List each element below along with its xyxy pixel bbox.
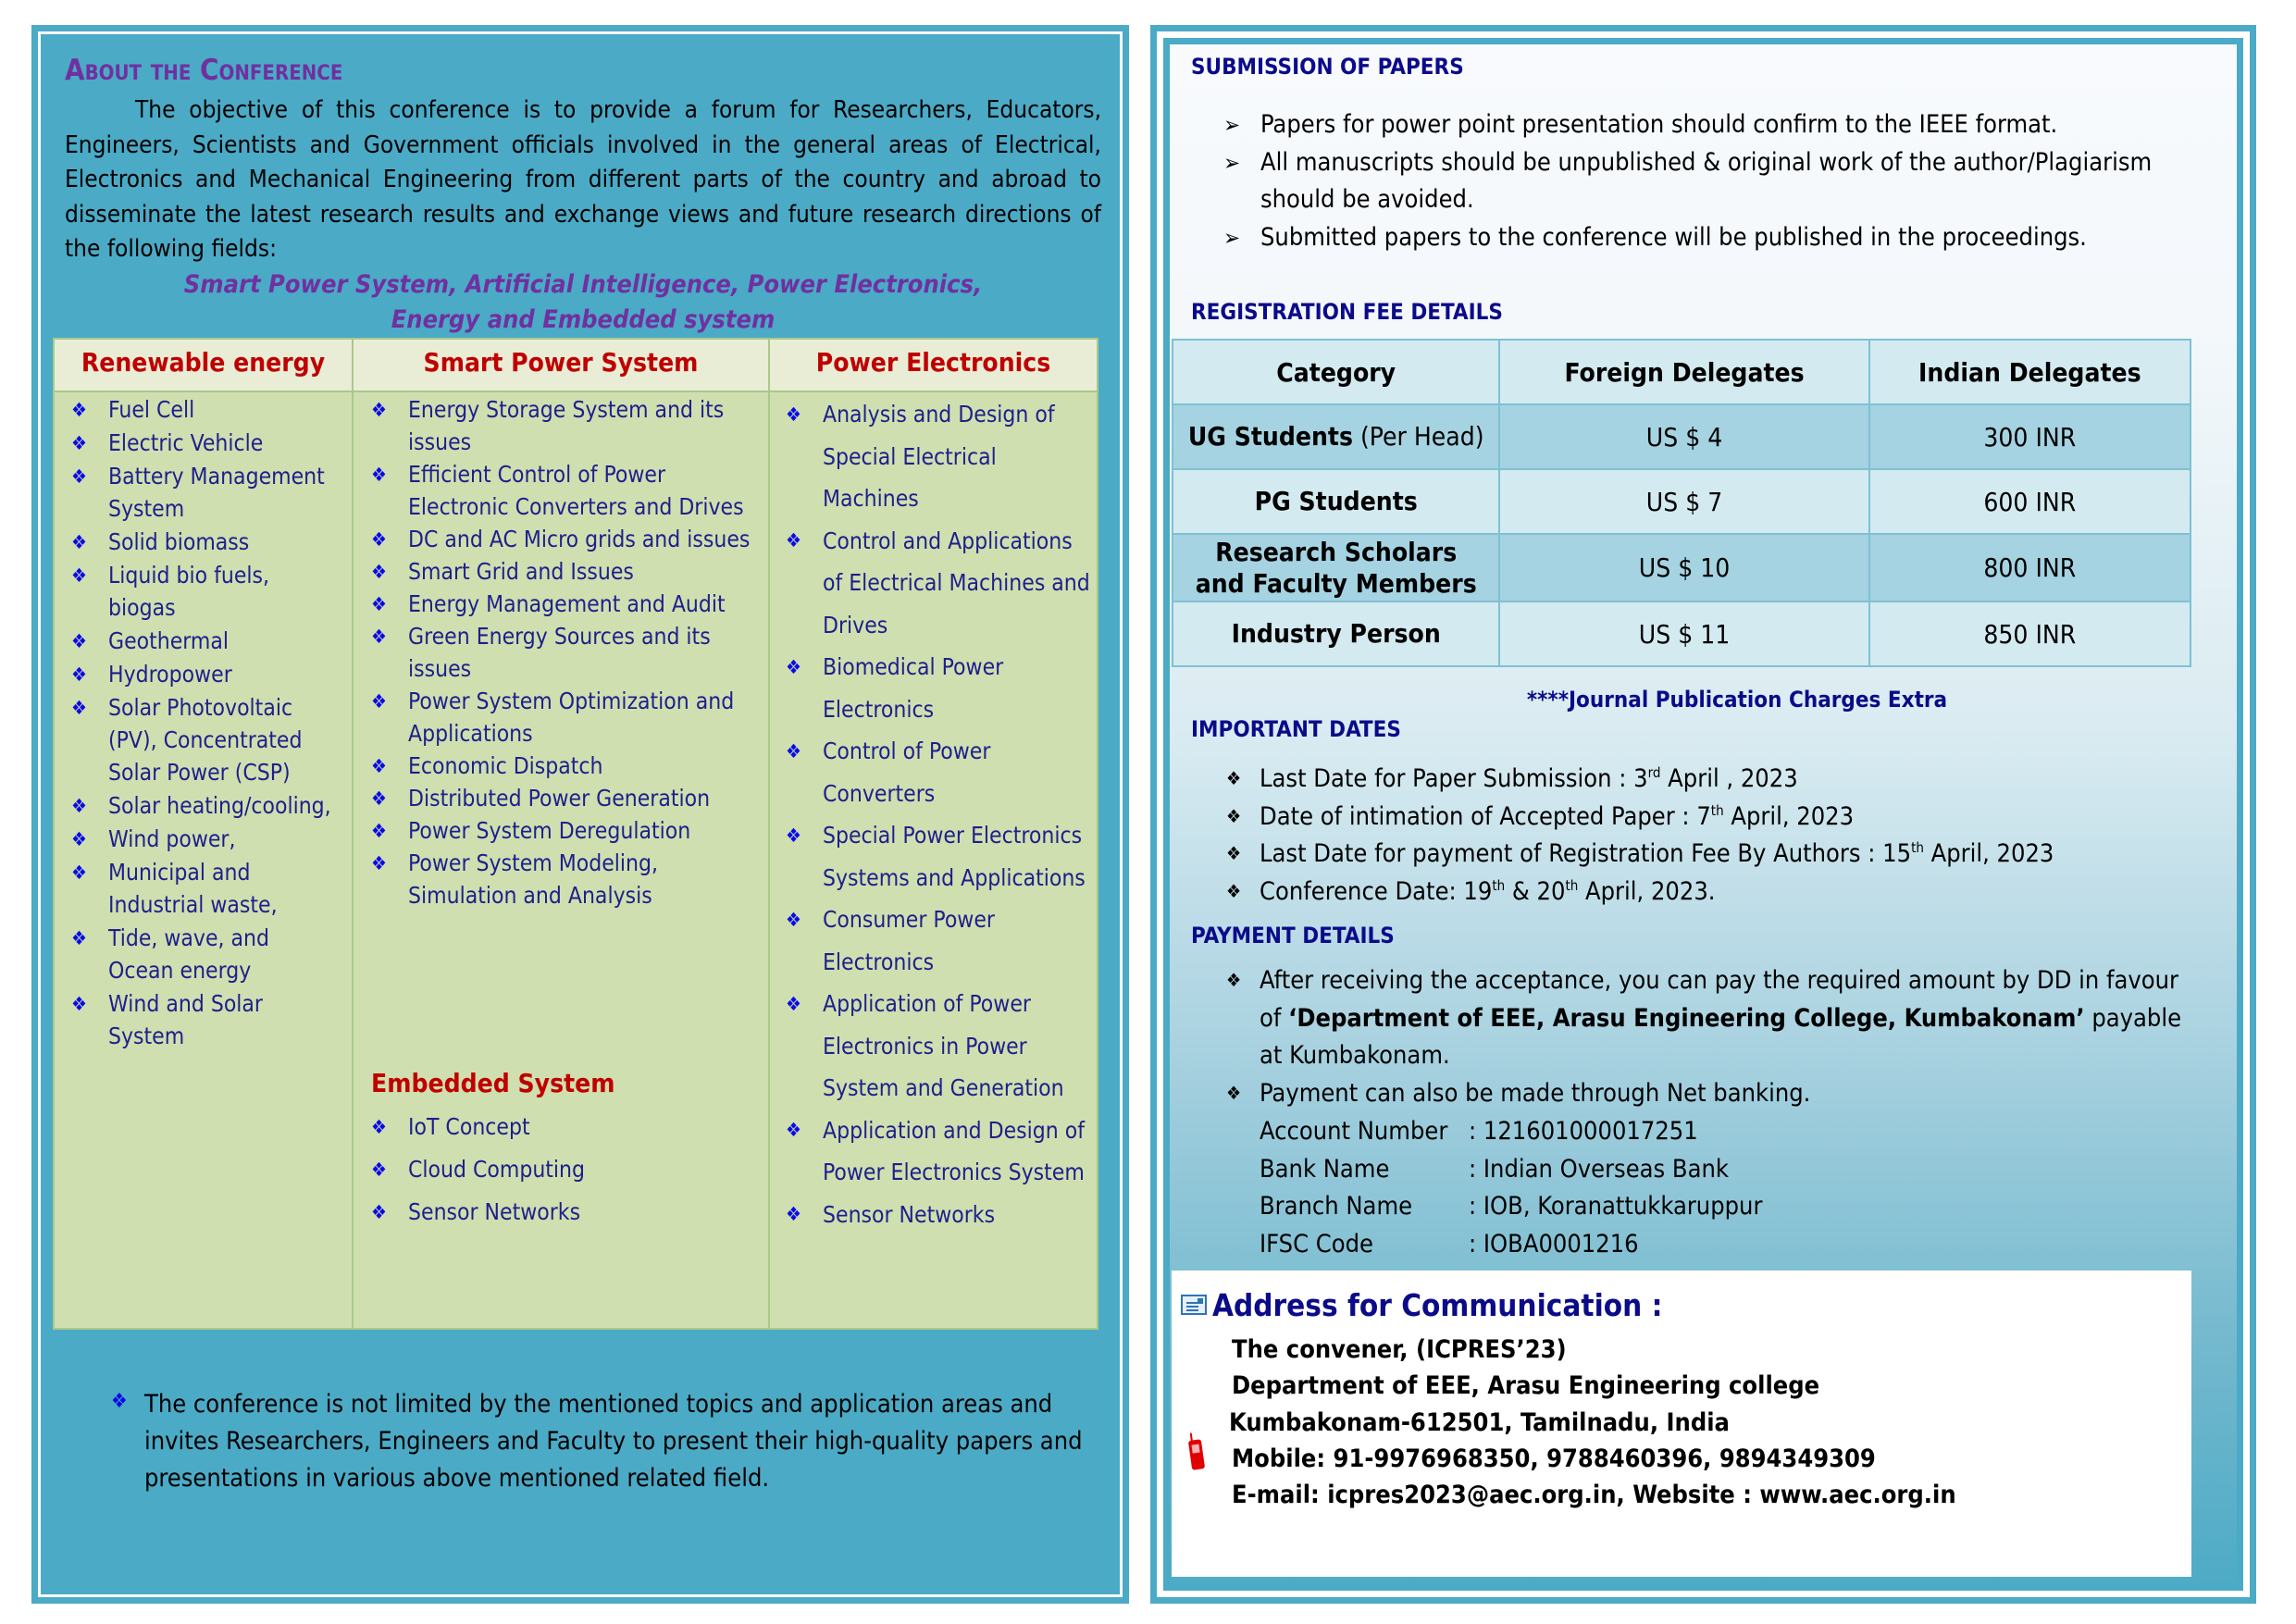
topic-item — [71, 823, 340, 855]
date-item-label: Last Date for payment of Registration Fee By Authors : 15 — [1260, 839, 1912, 868]
topic-item-text: Energy Storage System and its issues — [408, 396, 725, 455]
diamond-bullet-icon: ❖ — [371, 851, 387, 874]
topic-item — [371, 847, 760, 911]
topic-item-text: Geothermal — [108, 627, 230, 654]
diamond-bullet-icon: ❖ — [1226, 804, 1242, 827]
topic-item-text: Control and Applications of Electrical Machines and Drives — [823, 527, 1090, 638]
topic-item — [71, 658, 340, 690]
diamond-bullet-icon: ❖ — [371, 1159, 387, 1181]
bank-detail-value: : Indian Overseas Bank — [1469, 1154, 1729, 1184]
topic-item — [371, 1106, 760, 1148]
topic-item — [71, 691, 340, 788]
fee-foreign: US $ 7 — [1499, 469, 1868, 534]
topic-item — [786, 1110, 1091, 1194]
address-email-website: E-mail: icpres2023@aec.org.in, Website : www.aec.org.in — [1232, 1481, 1956, 1509]
bank-details — [1260, 1113, 2092, 1263]
date-item-rest: April , 2023 — [1660, 764, 1798, 793]
topic-item — [371, 393, 760, 458]
diamond-bullet-icon: ❖ — [111, 1390, 128, 1413]
diamond-bullet-icon: ❖ — [71, 696, 87, 719]
registration-fee-table — [1172, 339, 2191, 667]
topic-item — [786, 393, 1091, 520]
topic-item-text: Special Power Electronics Systems and Applications — [823, 822, 1086, 891]
topic-header-label: Renewable energy — [81, 347, 326, 378]
fee-header-indian: Indian Delegates — [1869, 340, 2191, 404]
date-item-sup: th — [1911, 839, 1924, 856]
date-item-rest: April, 2023 — [1923, 839, 2054, 868]
diamond-bullet-icon: ❖ — [786, 992, 801, 1015]
topic-item — [71, 922, 340, 986]
topic-item-text: Solid biomass — [108, 528, 250, 555]
diamond-bullet-icon: ❖ — [1226, 969, 1242, 991]
arrow-bullet-icon: ➢ — [1223, 149, 1241, 176]
submission-item-text: Submitted papers to the conference will be published in the proceedings. — [1260, 222, 2087, 252]
topic-item — [371, 1191, 760, 1233]
topic-table — [53, 338, 1098, 1330]
bank-detail-row — [1260, 1113, 2092, 1151]
topic-item-text: Battery Management System — [108, 463, 325, 522]
topic-item-text: Municipal and Industrial waste, — [108, 859, 278, 918]
diamond-bullet-icon: ❖ — [786, 529, 801, 552]
embedded-system-header: Embedded System — [371, 1068, 615, 1098]
bank-detail-value: : IOBA0001216 — [1469, 1229, 1639, 1258]
fee-row — [1173, 534, 2191, 601]
topic-item-text: Solar Photovoltaic (PV), Concentrated Solar Power (CSP) — [108, 694, 303, 786]
topic-item — [371, 523, 760, 555]
topic-item — [371, 588, 760, 620]
topic-item-text: Power System Deregulation — [408, 817, 691, 844]
topic-item-text: Cloud Computing — [408, 1156, 586, 1183]
diamond-bullet-icon: ❖ — [71, 827, 87, 850]
date-item-rest: April, 2023 — [1723, 801, 1855, 831]
topic-item-text: Energy Management and Audit — [408, 590, 726, 617]
payment-title: PAYMENT DETAILS — [1191, 923, 1395, 948]
fee-table-header-row — [1173, 340, 2191, 404]
topic-item-text: Solar heating/cooling, — [108, 792, 331, 819]
address-convener: The convener, (ICPRES’23) — [1232, 1335, 1567, 1364]
date-item-sup: th — [1492, 876, 1506, 894]
topic-item — [71, 559, 340, 624]
fields-highlight — [65, 267, 1101, 337]
renewable-topic-list — [71, 393, 340, 1053]
arrow-bullet-icon: ➢ — [1223, 112, 1241, 138]
topic-item-text: Fuel Cell — [108, 396, 195, 423]
fee-foreign: US $ 11 — [1499, 601, 1868, 666]
date-item-label: Date of intimation of Accepted Paper : 7 — [1260, 801, 1711, 831]
fee-category — [1173, 469, 1499, 534]
bank-detail-label: Bank Name — [1260, 1154, 1390, 1184]
fee-category-label: PG Students — [1254, 486, 1418, 516]
diamond-bullet-icon: ❖ — [371, 560, 387, 583]
topic-item — [786, 730, 1091, 814]
date-item-rest: April, 2023. — [1578, 876, 1716, 906]
bank-detail-label: IFSC Code — [1260, 1229, 1373, 1258]
bank-detail-label: Branch Name — [1260, 1192, 1413, 1221]
topic-item — [71, 625, 340, 657]
bank-detail-row — [1260, 1226, 2092, 1264]
topic-item-text: DC and AC Micro grids and issues — [408, 526, 751, 552]
diamond-bullet-icon: ❖ — [1226, 842, 1242, 864]
submission-item — [1220, 144, 2219, 219]
topic-item-text: Wind and Solar System — [108, 990, 263, 1049]
topic-item-text: Hydropower — [108, 661, 232, 688]
topic-item-text: Biomedical Power Electronics — [823, 653, 1004, 723]
topic-item-text: Liquid bio fuels, biogas — [108, 562, 269, 621]
fee-foreign: US $ 10 — [1499, 534, 1868, 601]
diamond-bullet-icon: ❖ — [786, 655, 801, 678]
diamond-bullet-icon: ❖ — [1226, 1081, 1242, 1104]
date-item-label: Conference Date: 19 — [1260, 876, 1493, 906]
fee-header-foreign: Foreign Delegates — [1499, 340, 1868, 404]
fields-line-2: Energy and Embedded system — [391, 304, 776, 334]
diamond-bullet-icon: ❖ — [371, 787, 387, 810]
topic-item-text: Efficient Control of Power Electronic Converters and Drives — [408, 461, 744, 520]
diamond-bullet-icon: ❖ — [1226, 767, 1242, 789]
topic-item — [71, 789, 340, 822]
topic-item — [71, 856, 340, 921]
topic-item — [371, 1148, 760, 1191]
topic-item-text: IoT Concept — [408, 1113, 530, 1140]
topic-item — [786, 646, 1091, 730]
topic-item-text: Control of Power Converters — [823, 738, 991, 807]
topic-item-text: Tide, wave, and Ocean energy — [108, 924, 270, 984]
diamond-bullet-icon: ❖ — [71, 861, 87, 884]
topic-item — [371, 555, 760, 588]
submission-item-text: All manuscripts should be unpublished & original work of the author/Plagiarism should be avoided. — [1260, 147, 2153, 214]
payment-dd-location: payable at Kumbakonam. — [1260, 1003, 2182, 1070]
diamond-bullet-icon: ❖ — [71, 398, 87, 421]
diamond-bullet-icon: ❖ — [71, 992, 87, 1015]
power-electronics-topic-list — [786, 393, 1091, 1235]
arrow-bullet-icon: ➢ — [1223, 224, 1241, 251]
date-item — [1226, 761, 2226, 799]
fee-foreign: US $ 4 — [1499, 404, 1868, 469]
registration-title: REGISTRATION FEE DETAILS — [1191, 299, 1503, 325]
address-mobile: Mobile: 91-9976968350, 9788460396, 9894349309 — [1232, 1444, 1876, 1473]
topic-item-text: Wind power, — [108, 825, 236, 852]
mail-icon — [1181, 1295, 1207, 1315]
bank-detail-value: : IOB, Koranattukkaruppur — [1469, 1192, 1763, 1221]
address-department: Department of EEE, Arasu Engineering college — [1232, 1371, 1820, 1400]
journal-charges-note: ****Journal Publication Charges Extra — [1526, 687, 1948, 713]
diamond-bullet-icon: ❖ — [71, 926, 87, 949]
topic-item — [71, 427, 340, 459]
topic-item-text: Electric Vehicle — [108, 429, 264, 456]
topic-header-label: Smart Power System — [423, 347, 699, 378]
topic-item-text: Green Energy Sources and its issues — [408, 623, 711, 682]
topic-item-text: Power System Modeling, Simulation and Analysis — [408, 849, 659, 909]
diamond-bullet-icon: ❖ — [786, 908, 801, 931]
topic-item-text: Application of Power Electronics in Power System and Generation — [823, 990, 1064, 1101]
important-dates-list — [1226, 761, 2226, 911]
topic-item — [786, 1194, 1091, 1236]
diamond-bullet-icon: ❖ — [786, 1119, 801, 1142]
diamond-bullet-icon: ❖ — [371, 1116, 387, 1138]
bank-detail-row — [1260, 1151, 2092, 1189]
topic-item — [786, 899, 1091, 983]
topic-item — [71, 526, 340, 558]
diamond-bullet-icon: ❖ — [371, 689, 387, 713]
netbanking-text: Payment can also be made through Net banking. — [1260, 1078, 1811, 1108]
payment-list — [1226, 962, 2207, 1112]
date-item-sup: rd — [1647, 764, 1661, 781]
fee-category-label: Industry Person — [1231, 618, 1441, 649]
scope-note — [111, 1386, 1107, 1497]
about-paragraph — [65, 93, 1101, 267]
fee-header-category: Category — [1173, 340, 1499, 404]
fee-category-note: (Per Head) — [1352, 421, 1484, 452]
diamond-bullet-icon: ❖ — [786, 824, 801, 847]
diamond-bullet-icon: ❖ — [71, 431, 87, 454]
topic-item-text: Economic Dispatch — [408, 752, 603, 779]
topic-item — [786, 520, 1091, 647]
date-item-sup: th — [1710, 801, 1724, 819]
bank-detail-value: : 121601000017251 — [1469, 1117, 1698, 1146]
about-paragraph-text: The objective of this conference is to provide a forum for Researchers, Educators, Engineers, Scientists and Government officials involved in the general areas of Electrical, Electronics and Mechanical Engineering from different parts of the country and abroad to disseminate the latest research results and exchange views and future research directions of the following fields: — [65, 96, 1101, 264]
fee-category-label: UG Students — [1187, 421, 1353, 452]
diamond-bullet-icon: ❖ — [71, 530, 87, 553]
embedded-topic-list — [371, 1106, 760, 1233]
diamond-bullet-icon: ❖ — [786, 403, 801, 426]
diamond-bullet-icon: ❖ — [371, 398, 387, 421]
fee-row — [1173, 469, 2191, 534]
payment-dd-text: After receiving the acceptance, you can pay the required amount by DD in favour of — [1260, 966, 2179, 1033]
fee-indian: 300 INR — [1869, 404, 2191, 469]
bank-detail-label: Account Number — [1260, 1117, 1448, 1146]
fee-category-label: Research Scholars and Faculty Members — [1195, 536, 1477, 599]
topic-item-text: Power System Optimization and Applications — [408, 688, 735, 747]
address-title: Address for Communication : — [1212, 1287, 1663, 1323]
topic-item-text: Sensor Networks — [408, 1198, 581, 1225]
diamond-bullet-icon: ❖ — [71, 629, 87, 652]
date-item-sup2: th — [1565, 876, 1579, 894]
topic-item — [371, 685, 760, 750]
diamond-bullet-icon: ❖ — [371, 592, 387, 615]
fields-line-1: Smart Power System, Artificial Intelligence, Power Electronics, — [183, 270, 983, 299]
column-divider — [768, 340, 770, 1328]
submission-title: SUBMISSION OF PAPERS — [1191, 54, 1464, 80]
topic-item — [371, 814, 760, 847]
scope-note-text: The conference is not limited by the mentioned topics and application areas and invites Researchers, Engineers and Faculty to present their high-quality papers and presentations in various above mentioned related field. — [144, 1390, 1083, 1493]
topic-item — [371, 458, 760, 523]
topic-item-text: Consumer Power Electronics — [823, 906, 995, 975]
diamond-bullet-icon: ❖ — [786, 1203, 801, 1226]
topic-item — [786, 983, 1091, 1110]
topic-item — [71, 987, 340, 1052]
diamond-bullet-icon: ❖ — [371, 527, 387, 551]
payment-netbanking-item — [1226, 1075, 2207, 1113]
diamond-bullet-icon: ❖ — [71, 564, 87, 587]
diamond-bullet-icon: ❖ — [71, 663, 87, 686]
address-city: Kumbakonam-612501, Tamilnadu, India — [1229, 1408, 1730, 1437]
diamond-bullet-icon: ❖ — [71, 465, 87, 488]
submission-item — [1220, 219, 2219, 257]
diamond-bullet-icon: ❖ — [371, 625, 387, 648]
fee-category — [1173, 534, 1499, 601]
date-item — [1226, 874, 2226, 911]
fee-category — [1173, 601, 1499, 666]
diamond-bullet-icon: ❖ — [371, 819, 387, 842]
date-item-mid: & 20 — [1505, 876, 1566, 906]
topic-header-label: Power Electronics — [815, 347, 1051, 378]
date-item — [1226, 799, 2226, 837]
topic-item-text: Analysis and Design of Special Electrical Machines — [823, 401, 1055, 512]
submission-item-text: Papers for power point presentation should confirm to the IEEE format. — [1260, 110, 2058, 139]
fee-indian: 600 INR — [1869, 469, 2191, 534]
topic-header-power-electronics — [770, 340, 1097, 392]
payment-dd-item — [1226, 962, 2207, 1075]
diamond-bullet-icon: ❖ — [371, 754, 387, 777]
about-title: About the Conference — [65, 54, 343, 87]
address-box — [1172, 1271, 2191, 1577]
diamond-bullet-icon: ❖ — [786, 739, 801, 762]
mobile-phone-icon — [1188, 1439, 1205, 1470]
topic-item — [371, 750, 760, 782]
diamond-bullet-icon: ❖ — [371, 1201, 387, 1223]
column-divider — [352, 340, 354, 1328]
topic-header-smart-power — [354, 340, 768, 392]
topic-item-text: Smart Grid and Issues — [408, 558, 634, 585]
topic-item — [786, 814, 1091, 899]
fee-category — [1173, 404, 1499, 469]
topic-item — [371, 782, 760, 814]
fee-indian: 800 INR — [1869, 534, 2191, 601]
smart-power-topic-list — [371, 393, 760, 911]
date-item — [1226, 836, 2226, 874]
diamond-bullet-icon: ❖ — [71, 794, 87, 817]
fee-indian: 850 INR — [1869, 601, 2191, 666]
fee-row — [1173, 404, 2191, 469]
payee-name: ‘Department of EEE, Arasu Engineering College, Kumbakonam’ — [1288, 1003, 2085, 1033]
date-item-label: Last Date for Paper Submission : 3 — [1260, 764, 1648, 793]
topic-item — [371, 620, 760, 685]
topic-item — [71, 393, 340, 426]
bank-detail-row — [1260, 1188, 2092, 1226]
topic-item-text: Distributed Power Generation — [408, 785, 711, 812]
fee-row — [1173, 601, 2191, 666]
diamond-bullet-icon: ❖ — [1226, 879, 1242, 902]
important-dates-title: IMPORTANT DATES — [1191, 716, 1401, 742]
submission-list — [1220, 106, 2219, 256]
topic-item — [71, 460, 340, 525]
topic-item-text: Sensor Networks — [823, 1200, 996, 1228]
topic-item-text: Application and Design of Power Electronics System — [823, 1116, 1085, 1185]
diamond-bullet-icon: ❖ — [371, 463, 387, 486]
submission-item — [1220, 106, 2219, 144]
topic-header-renewable — [55, 340, 352, 392]
